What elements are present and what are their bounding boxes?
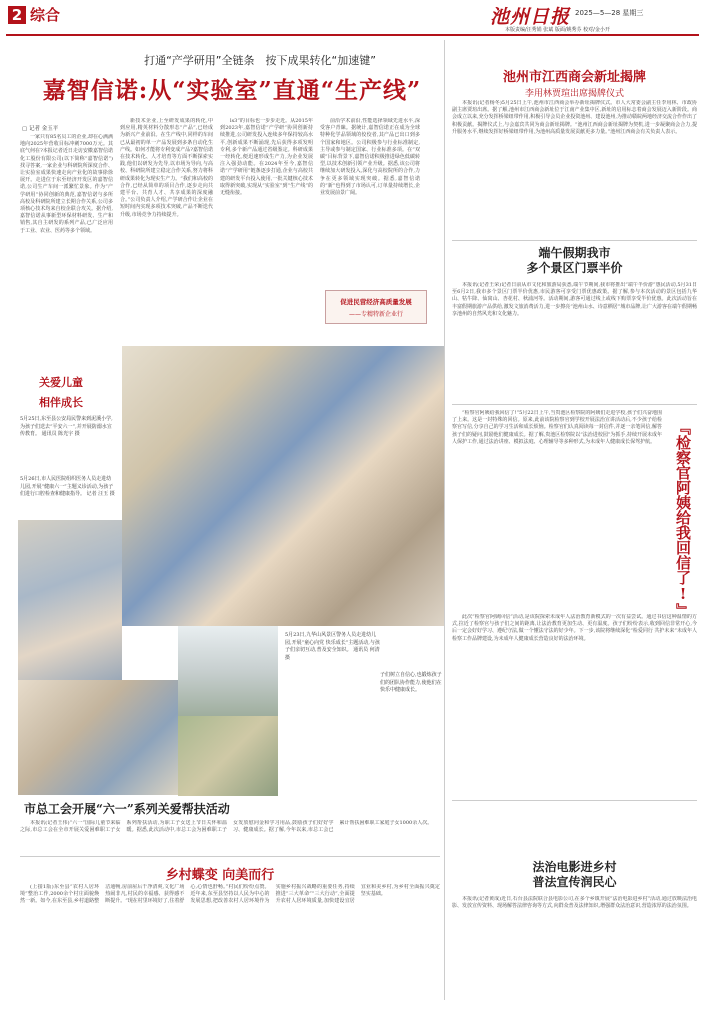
issue-date: 2025—5—28 星期三 — [575, 9, 644, 17]
newspaper-logo: 池州日报 — [490, 6, 571, 28]
butterfly-body: (上接1版)东至县“农村人居环境”整治工作,2000余个村庄面貌焕然一新。如今,在东至县,乡村道路整洁通畅,房前屋后干净清爽,文化广场热闹非凡,村民的幸福感、获得感不断提升。“现在村里环境好了,住着舒心,心情也舒畅。”村民们纷纷点赞。近年来,东至县坚持以人民为中心的发展思想,把改善农村人居环境作为实施乡村振兴战略的重要任务,持续推进“三大革命”“三大行动”,全面提升农村人居环境质量,加快建设宜居宜业和美乡村,为乡村全面振兴奠定坚实基础。 — [20, 884, 440, 905]
outdoor-photo — [178, 716, 278, 796]
clinic-photo — [18, 520, 122, 680]
jiancha-body2: 此次“检察官阿姨回信”活动,是该院探索未成年人法治教育新模式的一次有益尝试。通过书信这种温情的方式,拉近了检察官与孩子们之间的距离,让法治教育更加生动、更有温度。孩子们纷纷表示,收到回信非常开心,今后一定会好好学习、遵纪守法,做一个懂法守法的好少年。下一步,该院将继续深化“检爱同行 共护未来”未成年人检察工作品牌建设,为未成年人健康成长营造良好的法治环境。 — [452, 614, 697, 642]
masthead-rule — [6, 34, 699, 36]
side1-rule — [452, 240, 697, 241]
falv-body: 本报讯(记者黄成)近日,石台县法院联合县电影公司,在多个乡镇开展“法治电影进乡村”活动,通过放映法治电影、发放宣传资料、现场解答法律咨询等方式,向群众普及法律知识,增强群众法治意识,营造浓厚的法治氛围。 — [452, 896, 697, 910]
page-number-badge: 2 — [8, 6, 26, 24]
photo-label-box: 关爱儿童 相伴成长 — [39, 376, 83, 409]
lead-kicker: 打通“产学研用”全链条 按下成果转化“加速键” — [144, 54, 376, 67]
zonggong-headline: 市总工会开展“六一”系列关爱帮扶活动 — [24, 802, 230, 816]
side1-body: 本报讯(记者杨冬)5月25日上午,池州市江西商会举办新址揭牌仪式。市人大常委会副主任李用林、市政协副主席贾瑄出席。据了解,池州市江西商会新址位于江南产业集中区,新址的启用标志着商会发展迈入新阶段。商会成立以来,充分发挥桥梁纽带作用,积极引导会员企业投资池州、建设池州,为推动赣皖两地经济交流合作作出了积极贡献。揭牌仪式上,与会嘉宾共同为商会新址揭牌。“池州江西商会新址揭牌为契机,进一步凝聚商会合力,提升服务水平,继续发挥好桥梁纽带作用,为池州高质量发展贡献更多力量。”池州江西商会有关负责人表示。 — [452, 100, 697, 135]
zonggong-body: 本报讯(记者王伟)“六一”国际儿童节来临之际,市总工会在全市开展关爱困难职工子女系列帮扶活动,为职工子女送上节日关怀和温暖。据悉,此次活动中,市总工会为困难职工子女发放慰问金和学习用品,鼓励孩子们好好学习、健康成长。据了解,今年以来,市总工会已累计帮扶困难职工家庭子女1000余人次。 — [20, 820, 433, 834]
building-photo — [178, 626, 278, 716]
jiancha-rule-top — [452, 404, 697, 405]
side1-subhead: 李用林贾瑄出席揭牌仪式 — [524, 89, 624, 99]
side1-headline: 池州市江西商会新址揭牌 — [502, 70, 646, 85]
side2-headline: 端午假期我市 多个景区门票半价 — [526, 246, 623, 275]
kindergarten-photo — [18, 680, 178, 795]
butterfly-headline: 乡村蝶变 向美而行 — [165, 868, 275, 883]
photo-caption-right: 子们树立自信心,也锻炼孩子们的团队协作能力,使他们在快乐中健康成长。 — [380, 672, 442, 693]
side2-body: 本报讯(记者王荣)记者日前从市文化和旅游局获悉,端午节期间,我市将推出“端午半价游”惠民活动,5月31日至6月2日,我市多个景区门票半价优惠,市民游客可享受门票优惠政策。据了解,参与本次活动的景区包括九华山、牯牛降、仙寓山、杏花村、秋浦河等。活动期间,游客可通过线上或线下购票享受半价优惠。此次活动旨在丰富假期旅游产品供给,激发文旅消费活力,进一步擦亮“池州山水、诗意栖居”城市品牌,让广大游客在端午假期畅享池州的自然风光和文化魅力。 — [452, 282, 697, 317]
lead-headline: 嘉智信诺:从“实验室”直通“生产线” — [42, 77, 422, 104]
photo-caption-2: 5月26日,市人民医院组织医务人员走进幼儿园,开展“健康六一”主题义诊活动,为孩子们进行口腔检查和健康指导。 记者 汪玉 摄 — [20, 476, 115, 497]
jiancha-headline: 『检察官阿姨给我回信了!』 — [674, 420, 692, 618]
zonggong-rule — [20, 856, 440, 857]
section-name: 综合 — [30, 6, 61, 24]
jiancha-body: “检察官阿姨给我回信了!”5月22日上午,当贵池区检察院的阿姨们走进学校,孩子们兴奋地围了上来。这是一封特殊的回信。原来,此前该院检察官到学校开展法治宣讲活动后,不少孩子给检察官写信,分享自己的学习生活和成长烦恼。检察官们认真阅读每一封信件,并逐一亲笔回信,解答孩子们的疑问,鼓励他们健康成长。据了解,贵池区检察院以“法治进校园”为抓手,持续开展未成年人保护工作,通过法治讲座、模拟法庭、心理辅导等多种形式,为未成年人健康成长保驾护航。 — [452, 410, 662, 445]
editors-line: 本版责编/汪秀娟 张斌 版面/姚秀芬 校对/金小开 — [505, 27, 610, 33]
lead-col3: ls3”的目标也一步步走近。从2015年到2023年,嘉智信诺“产学研”协同创新持续推进,公司研发投入连续多年保持较高水平,创新成果不断涌现,先后获得多项发明专利,多个新产品通过省级鉴定。科研成果一经转化,便迅速形成生产力,为企业发展注入强劲动能。在2024年至今,嘉智信诺“产学研用”链条逐步打通,企业与高校共建的研发平台投入使用,一批关键核心技术取得新突破,实现从“实验室”到“生产线”的无缝衔接。 — [220, 118, 313, 197]
photo-caption-1: 5月25日,东至县公安局民警来到泥溪小学,为孩子们送去“平安六一”,并开展防溺水宣传教育。 通讯员 陈光宇 摄 — [20, 416, 113, 437]
lead-col2: 新技术企业,上至研发成果的转化,中到应用,精英材料分散形态“产品”,已经成为新兴产业前沿。在生产线中,同样的车间已从最初的单一产品发展到多条自动化生产线。如何才能将专利变成产品?嘉智信诺在技术转化、人才培育等方面不断探索实践,他们以研发为先导,以市场为导向,与高校、科研院所建立稳定合作关系,努力将科研成果转化为现实生产力。“我们和高校的合作,已经从简单的项目合作,逐步走向共建平台、共育人才、共享成果的深度融合。”公司负责人介绍,产学研合作让企业在短时间内实现多项技术突破,产品不断迭代升级,市场竞争力持续提升。 — [120, 118, 213, 218]
lead-col1: 一家只有85名员工的企业,却在心满满地向2025年营收目标冲刺7000万元。其底气何在?本报记者近日走访安徽嘉智信诺化工股份有限公司(以下简称“嘉智信诺”)找寻答案,一家企业与科研院所深度合作、让实验室成果快速走向产业化的故事徐徐展开。走进位于东至经济开发区的嘉智信诺,公司生产车间一派繁忙景象。作为“产学研用”协同创新的典范,嘉智信诺与多所高校及科研院所建立长期合作关系,公司多项核心技术均来自校企联合攻关。据介绍,嘉智信诺从事新型环保材料研发、生产和销售,其自主研发的系列产品,已广泛应用于工业、农业、医药等多个领域。 — [20, 134, 113, 234]
lead-byline: ▢ 记者 金玉平 — [22, 126, 59, 132]
column-divider-main — [444, 40, 445, 1000]
lead-col4: 前沿学术前沿,性能选择领域先进水平,深受客户青睐。据统计,嘉智信诺正在成为全球特种化学品领域的佼佼者,其产品已出口到多个国家和地区。公司积极参与行业标准制定,主导或参与制定国家、行业标准多项。在“双碳”目标背景下,嘉智信诺积极推进绿色低碳转型,以技术创新引领产业升级。据悉,该公司将继续加大研发投入,深化与高校院所的合作,力争在更多领域实现突破。据悉,嘉智信诺的“新”也得到了市场认可,订单量持续增长,企业发展前景广阔。 — [320, 118, 420, 197]
column-stamp: 促进民营经济高质量发展 ——专精特新企业行 — [325, 290, 427, 324]
falv-rule — [452, 800, 697, 801]
police-children-photo — [122, 346, 444, 626]
falv-headline: 法治电影进乡村 普法宣传润民心 — [532, 860, 617, 889]
photo-caption-3: 5月23日,九华山风景区警务人员走进幼儿园,开展“童心向党 快乐成长”主题活动,与孩子们亲切互动,普及安全知识。 通讯员 何清 摄 — [285, 632, 380, 661]
